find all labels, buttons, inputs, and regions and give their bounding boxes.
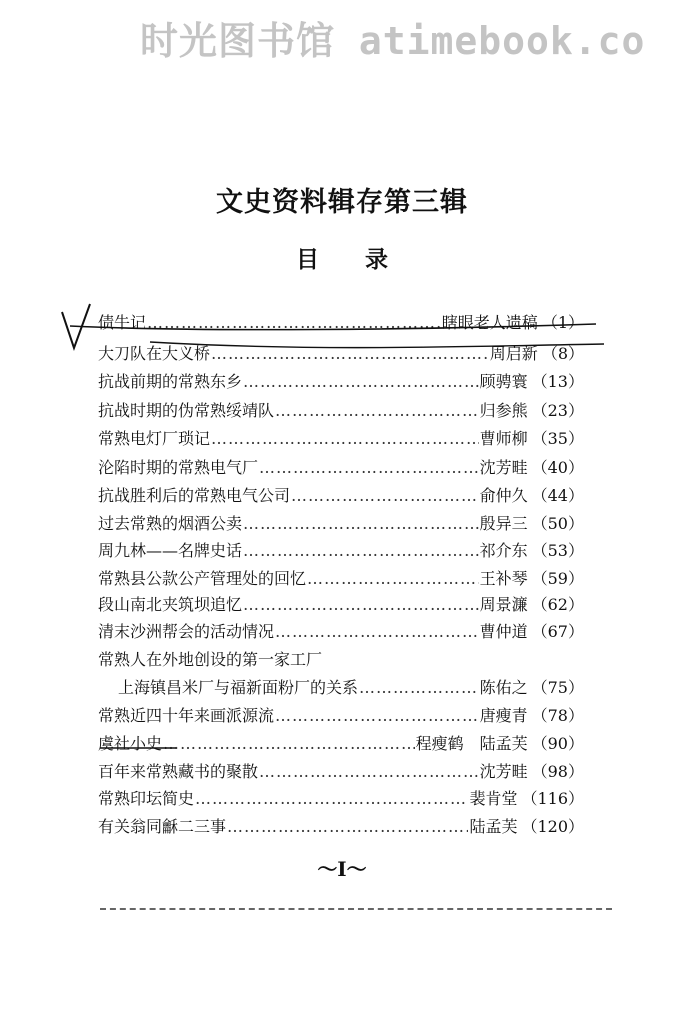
entry-title: 抗战胜利后的常熟电气公司 — [98, 486, 291, 505]
entry-title: 抗战时期的伪常熟绥靖队 — [98, 401, 275, 420]
entry-author: 瞎眼老人遗稿 — [441, 313, 538, 332]
entry-title: 周九林——名牌史话 — [98, 541, 243, 560]
strikethrough-annotation — [70, 324, 596, 330]
entry-author: 祁介东 — [479, 541, 528, 560]
entry-title: 常熟县公款公产管理处的回忆 — [98, 569, 307, 588]
entry-author: 唐瘦青 — [479, 706, 528, 725]
entry-author: 裴肯堂 — [469, 789, 518, 808]
entry-page: （62） — [531, 595, 584, 614]
entry-title: 抗战前期的常熟东乡 — [98, 372, 243, 391]
entry-title: 常熟印坛简史 — [98, 789, 195, 808]
entry-author: 曹师柳 — [479, 429, 528, 448]
entry-author: 陈佑之 — [479, 678, 528, 697]
entry-page: （78） — [531, 706, 584, 725]
entry-author: 曹仲道 — [479, 622, 528, 641]
entry-page: （8） — [541, 344, 584, 363]
entry-author: 顾骋寰 — [479, 372, 528, 391]
watermark: 时光图书馆 atimebook.co — [140, 19, 646, 63]
entry-author: 王补琴 — [479, 569, 528, 588]
entry-author: 周启新 — [489, 344, 538, 363]
entry-author: 归参熊 — [479, 401, 528, 420]
entry-title: 常熟近四十年来画派源流 — [98, 706, 275, 725]
page-title: 文史资料辑存第三辑 — [216, 187, 468, 218]
strikethrough-annotation — [150, 342, 604, 348]
entry-page: （1） — [541, 313, 584, 332]
entry-title: 过去常熟的烟酒公卖 — [98, 514, 243, 533]
entry-page: （13） — [531, 372, 584, 391]
entry-page: （59） — [531, 569, 584, 588]
entry-page: （67） — [531, 622, 584, 641]
entry-author: 殷异三 — [479, 514, 528, 533]
entry-page: （35） — [531, 429, 584, 448]
entry-title: 有关翁同龢二三事 — [98, 817, 227, 836]
entry-page: （23） — [531, 401, 584, 420]
entry-page: （98） — [531, 762, 584, 781]
entry-title: 沦陷时期的常熟电气厂 — [98, 458, 259, 477]
entry-title: 上海镇昌米厂与福新面粉厂的关系 — [118, 678, 359, 697]
entry-title: 段山南北夹筑坝追忆 — [98, 595, 243, 614]
entry-title: 清末沙洲帮会的活动情况 — [98, 622, 275, 641]
entry-page: （44） — [531, 486, 584, 505]
entry-title: 百年来常熟藏书的聚散 — [98, 762, 259, 781]
entry-author: 陆孟芙 — [469, 817, 518, 836]
entry-page: （75） — [531, 678, 584, 697]
entry-page: （40） — [531, 458, 584, 477]
entry-title: 大刀队在大义桥 — [98, 344, 211, 363]
entry-author: 周景濂 — [479, 595, 528, 614]
entry-author: 沈芳畦 — [479, 458, 528, 477]
entry-author: 程瘦鹤 陆孟芙 — [415, 734, 528, 753]
entry-page: （116） — [521, 789, 584, 808]
entry-page: （90） — [531, 734, 584, 753]
scan-divider — [100, 908, 612, 910]
entry-title: 常熟电灯厂琐记 — [98, 429, 211, 448]
entry-title: 虞社小史 — [98, 734, 163, 753]
entry-page: （53） — [531, 541, 584, 560]
entry-page: （120） — [521, 817, 584, 836]
entry-title: 常熟人在外地创设的第一家工厂 — [98, 650, 323, 669]
entry-author: 沈芳畦 — [479, 762, 528, 781]
entry-page: （50） — [531, 514, 584, 533]
page-number: ～I～ — [317, 857, 367, 881]
entry-title: 债牛记 — [98, 313, 147, 332]
entry-author: 俞仲久 — [479, 486, 528, 505]
toc-heading: 目录 — [296, 246, 434, 273]
